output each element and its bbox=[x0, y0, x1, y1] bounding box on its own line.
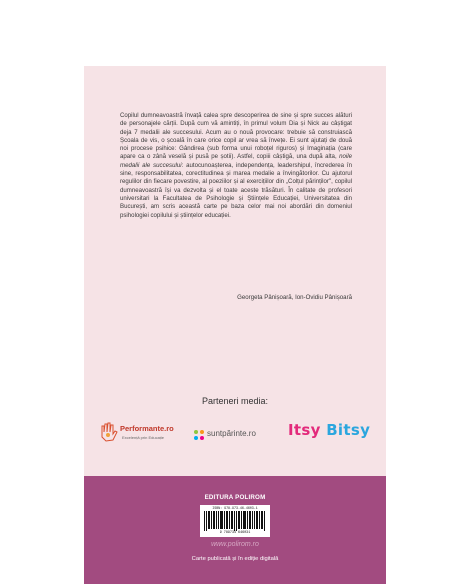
barcode-icon bbox=[204, 511, 266, 531]
barcode-digits: 9 789734 646031 bbox=[219, 531, 251, 535]
publisher-website[interactable]: www.polirom.ro bbox=[211, 541, 259, 548]
media-partners-title: Parteneri media: bbox=[201, 396, 269, 406]
itsy-bitsy-logo bbox=[286, 419, 376, 449]
isbn-barcode bbox=[200, 505, 270, 537]
hand-icon bbox=[98, 420, 120, 444]
itsy-bitsy-name: Itsy Bitsy bbox=[288, 421, 371, 439]
book-back-cover bbox=[84, 66, 386, 584]
isbn-text: ISBN: 978-973-46-4603-1 bbox=[212, 506, 258, 510]
media-partners-logos bbox=[96, 414, 376, 454]
performante-tagline: Excelență prin Educație bbox=[122, 435, 165, 440]
publisher-name: EDITURA POLIROM bbox=[204, 494, 266, 501]
authors-signature: Georgeta Pânișoară, Ion-Ovidiu Pânișoară bbox=[237, 294, 352, 301]
digital-edition-note: Carte publicată și în ediție digitală bbox=[191, 556, 279, 562]
blurb-emphasis: noile medalii ale succesului bbox=[120, 153, 352, 169]
performante-logo bbox=[96, 420, 188, 450]
performante-name: Performante.ro bbox=[120, 424, 174, 433]
cover-blurb bbox=[120, 112, 352, 220]
suntparinte-logo bbox=[192, 426, 284, 446]
suntparinte-name: suntpărinte.ro bbox=[207, 429, 256, 438]
family-icon bbox=[192, 428, 206, 442]
blurb-paragraph: Copilul dumneavoastră învață calea spre descoperirea de sine și spre succes alături de personajele cărții. După cum vă amintiți, în primul volum Dia și Nick au câștigat deja 7 medalii ale succesului. Acum au o nouă provocare: trebuie să construiască Școala de vis, o școală în care orice copil ar vrea să învețe. Ei sunt ajutați de două noi procese psihice: Gândirea (sub forma unui roboțel riguros) și Imaginația (care apare ca o zână veselă și pusă pe șotii). Astfel, copiii câștigă, una după alta, noile medalii ale succesului: autocunoașterea, independența, leadershipul, încrederea în sine, responsabilitatea, corectitudinea și marea medalie a învingătorilor. Cu ajutorul regulilor din fiecare povestire, al poeziilor și al exercițiilor din „Colțul părinților", copilul dumneavoastră își va dezvolta și el toate aceste trăsături. În calitate de profesori universitari la Facultatea de Psihologie și Științele Educației, Universitatea din București, am scris această carte pe baza celor mai noi abordări din domeniul psihologiei copilului și științelor educației. bbox=[120, 112, 352, 219]
